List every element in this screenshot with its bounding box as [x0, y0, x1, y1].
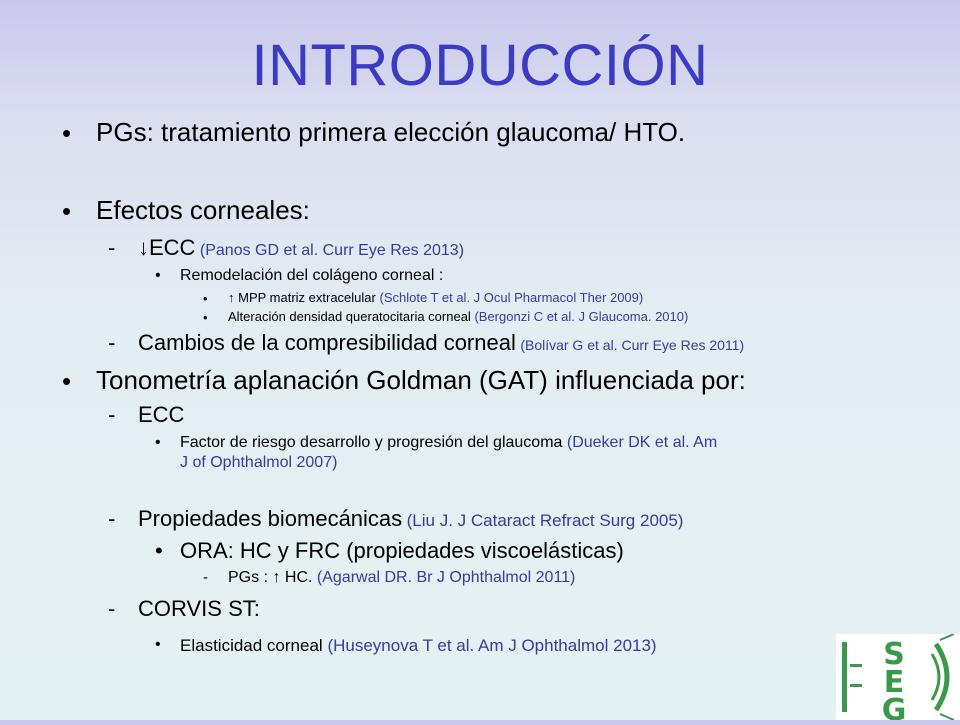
ecc-reference: (Panos GD et al. Curr Eye Res 2013)	[199, 242, 465, 259]
bullet-marker: •	[62, 366, 72, 396]
bullet-marker: •	[203, 291, 208, 306]
bullet-pgs: PGs: tratamiento primera elección glaucoma/ HTO.	[96, 117, 686, 147]
cambios-text: Cambios de la compresibilidad corneal	[138, 330, 516, 355]
item-remodelacion: Remodelación del colágeno corneal :	[180, 267, 444, 284]
alteracion-reference: (Bergonzi C et al. J Glaucoma. 2010)	[474, 309, 689, 324]
seg-logo-graphic	[836, 634, 960, 720]
dash-marker: -	[108, 596, 116, 621]
pgs-hc-text: PGs : ↑ HC.	[228, 569, 313, 586]
mpp-text: ↑ MPP matriz extracelular	[228, 290, 376, 305]
dash-marker: -	[108, 330, 116, 355]
bullet-marker: •	[203, 310, 208, 325]
bullet-marker: •	[62, 118, 72, 148]
dash-marker: -	[108, 402, 116, 427]
factor-text: Factor de riesgo desarrollo y progresión del glaucoma	[180, 434, 563, 451]
factor-reference-2: J of Ophthalmol 2007)	[180, 454, 338, 471]
item-propiedades	[138, 506, 683, 531]
pgs-hc-reference: (Agarwal DR. Br J Ophthalmol 2011)	[316, 569, 576, 586]
item-corvis: CORVIS ST:	[138, 596, 260, 621]
ecc-label: ↓ECC	[138, 235, 196, 260]
bullet-marker: •	[155, 267, 161, 284]
bullet-marker: •	[155, 636, 161, 653]
item-mpp	[228, 291, 643, 306]
mpp-reference: (Schlote T et al. J Ocul Pharmacol Ther 2009)	[379, 290, 644, 305]
item-cambios	[138, 330, 744, 355]
slide-title: INTRODUCCIÓN	[251, 33, 709, 98]
item-ecc	[138, 235, 464, 260]
dash-marker: -	[203, 569, 208, 586]
elasticidad-reference: (Huseynova T et al. Am J Ophthalmol 2013)	[327, 636, 657, 655]
item-elasticidad	[180, 636, 657, 656]
bullet-marker: •	[62, 196, 72, 226]
bullet-tonometria: Tonometría aplanación Goldman (GAT) influenciada por:	[96, 365, 746, 395]
logo-letter-e: E	[883, 665, 905, 700]
elasticidad-text: Elasticidad corneal	[180, 636, 323, 655]
item-pgs-hc	[228, 569, 575, 587]
bullet-efectos: Efectos corneales:	[96, 195, 310, 225]
logo-letter-g: G	[881, 693, 907, 720]
item-factor	[180, 434, 717, 452]
item-alteracion	[228, 310, 688, 325]
propiedades-reference: (Liu J. J Cataract Refract Surg 2005)	[406, 511, 684, 530]
bullet-marker: •	[155, 538, 163, 563]
item-ora: ORA: HC y FRC (propiedades viscoelásticas)	[180, 538, 624, 563]
dash-marker: -	[108, 235, 116, 260]
bullet-marker: •	[155, 434, 161, 451]
propiedades-text: Propiedades biomecánicas	[138, 506, 403, 531]
cambios-reference: (Bolívar G et al. Curr Eye Res 2011)	[520, 337, 745, 353]
dash-marker: -	[108, 506, 116, 531]
logo-letter-s: S	[883, 637, 905, 672]
item-ecc-2: ECC	[138, 402, 185, 427]
seg-logo	[836, 634, 960, 720]
alteracion-text: Alteración densidad queratocitaria corneal	[228, 309, 471, 324]
factor-reference-1: (Dueker DK et al. Am	[566, 434, 718, 451]
